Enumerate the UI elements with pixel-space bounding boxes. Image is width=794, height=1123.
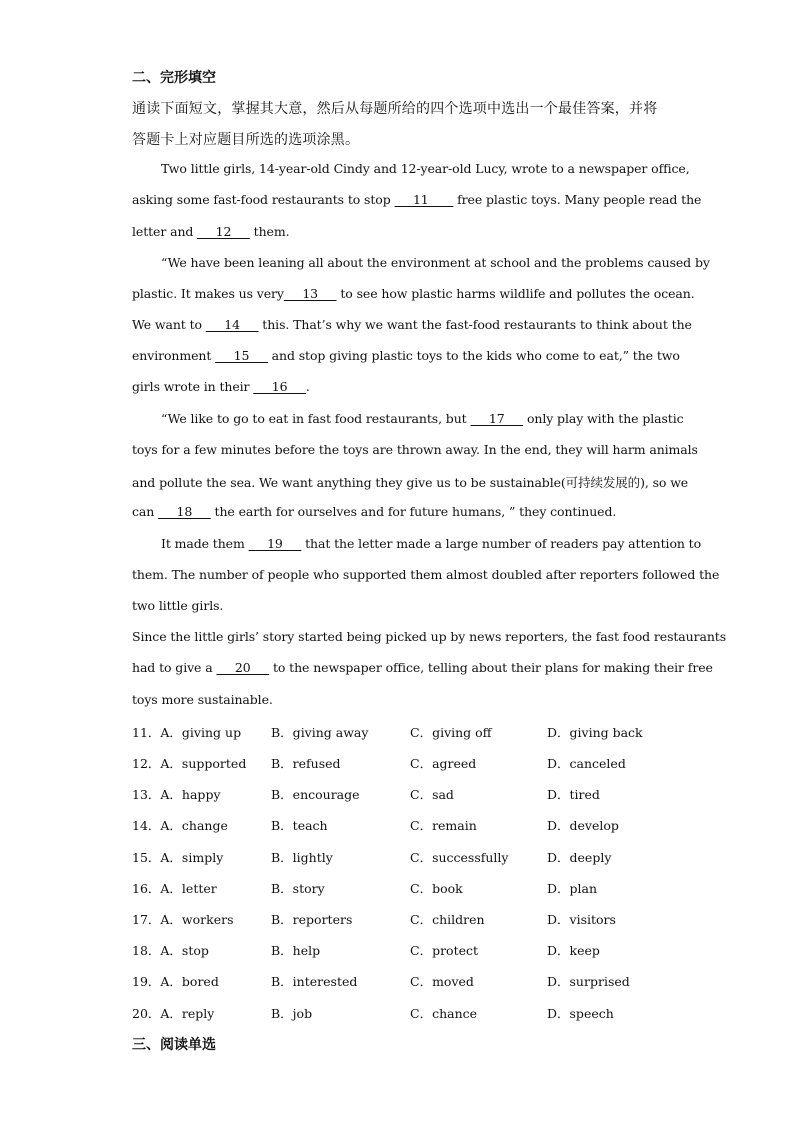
blank-19: ___19___: [248, 536, 302, 551]
instructions-line-2: 答题卡上对应题目所选的选项涂黑。: [132, 132, 360, 148]
option-choice: B．refused: [271, 756, 341, 771]
option-choice: 13．A．happy: [132, 787, 221, 802]
option-row: [132, 1004, 692, 1022]
option-choice: C．remain: [410, 818, 477, 833]
option-choice: C．book: [410, 881, 463, 896]
option-row: [132, 785, 692, 803]
option-row: [132, 816, 692, 834]
blank-12: ___12___: [197, 224, 250, 239]
option-choice: C．agreed: [410, 756, 477, 771]
passage-line: and pollute the sea. We want anything they give us to be sustainable(可持续发展的), so we: [132, 475, 689, 490]
passage-line: toys for a few minutes before the toys are thrown away. In the end, they will harm animals: [132, 442, 698, 457]
option-row: [132, 941, 692, 959]
option-choice: C．moved: [410, 974, 474, 989]
blank-11: ___11____: [394, 192, 454, 207]
option-choice: B．encourage: [271, 787, 360, 802]
option-choice: B．job: [271, 1006, 313, 1021]
option-choice: 20．A．reply: [132, 1006, 215, 1021]
passage-line: “We have been leaning all about the environment at school and the problems caused by: [161, 255, 710, 270]
option-choice: D．canceled: [547, 756, 626, 771]
passage-line: toys more sustainable.: [132, 692, 273, 707]
option-row: [132, 972, 692, 990]
passage-line: can ___18___ the earth for ourselves and for future humans, ” they continued.: [132, 504, 617, 519]
option-choice: C．protect: [410, 943, 479, 958]
option-choice: B．story: [271, 881, 325, 896]
blank-18: ___18___: [158, 504, 211, 519]
option-row: [132, 910, 692, 928]
passage-line: Since the little girls’ story started being picked up by news reporters, the fast food restaurants: [132, 629, 727, 644]
option-choice: B．reporters: [271, 912, 353, 927]
option-choice: D．plan: [547, 881, 598, 896]
blank-13: ___13___: [283, 286, 337, 301]
option-choice: 17．A．workers: [132, 912, 234, 927]
blank-16: ___16___: [253, 379, 306, 394]
option-choice: D．visitors: [547, 912, 616, 927]
passage-line: environment ___15___ and stop giving plastic toys to the kids who come to eat,” the two: [132, 348, 680, 363]
instructions-line-1: 通读下面短文，掌握其大意，然后从每题所给的四个选项中选出一个最佳答案，并将: [132, 101, 658, 117]
passage-line: two little girls.: [132, 598, 224, 613]
section-title-cloze: 二、完形填空: [132, 70, 216, 86]
passage-line: girls wrote in their ___16___.: [132, 379, 310, 394]
option-choice: B．teach: [271, 818, 328, 833]
passage-line: Two little girls, 14-year-old Cindy and 12-year-old Lucy, wrote to a newspaper office,: [161, 161, 690, 176]
option-choice: B．lightly: [271, 850, 333, 865]
section-title-reading: 三、阅读单选: [132, 1037, 216, 1053]
option-row: [132, 723, 692, 741]
option-choice: B．help: [271, 943, 321, 958]
option-choice: 16．A．letter: [132, 881, 217, 896]
option-choice: C．successfully: [410, 850, 509, 865]
passage-line: We want to ___14___ this. That’s why we want the fast-food restaurants to think about the: [132, 317, 692, 332]
option-choice: 18．A．stop: [132, 943, 209, 958]
option-choice: C．giving off: [410, 725, 492, 740]
option-choice: C．sad: [410, 787, 454, 802]
option-choice: C．children: [410, 912, 485, 927]
option-choice: D．develop: [547, 818, 619, 833]
option-choice: D．speech: [547, 1006, 614, 1021]
option-row: [132, 754, 692, 772]
passage-line: plastic. It makes us very___13___ to see how plastic harms wildlife and pollutes the ocean.: [132, 286, 695, 301]
option-choice: 11．A．giving up: [132, 725, 242, 740]
option-choice: C．chance: [410, 1006, 478, 1021]
option-row: [132, 848, 692, 866]
blank-15: ___15___: [215, 348, 268, 363]
option-choice: D．deeply: [547, 850, 612, 865]
blank-14: ___14___: [205, 317, 259, 332]
passage-line: had to give a ___20___ to the newspaper office, telling about their plans for making their free: [132, 660, 713, 675]
option-choice: 19．A．bored: [132, 974, 219, 989]
option-choice: D．surprised: [547, 974, 630, 989]
passage-line: them. The number of people who supported them almost doubled after reporters followed the: [132, 567, 720, 582]
option-row: [132, 879, 692, 897]
option-choice: D．keep: [547, 943, 600, 958]
passage-line: “We like to go to eat in fast food restaurants, but ___17___ only play with the plastic: [161, 411, 684, 426]
option-choice: 12．A．supported: [132, 756, 247, 771]
passage-line: letter and ___12___ them.: [132, 224, 290, 239]
option-choice: 14．A．change: [132, 818, 228, 833]
option-choice: D．tired: [547, 787, 600, 802]
option-choice: B．interested: [271, 974, 358, 989]
blank-17: ___17___: [470, 411, 524, 426]
passage-line: asking some fast-food restaurants to stop ___11____ free plastic toys. Many people read the: [132, 192, 702, 207]
passage-line: It made them ___19___ that the letter made a large number of readers pay attention to: [161, 536, 702, 551]
option-choice: B．giving away: [271, 725, 369, 740]
option-choice: 15．A．simply: [132, 850, 224, 865]
option-choice: D．giving back: [547, 725, 643, 740]
blank-20: ___20___: [216, 660, 270, 675]
